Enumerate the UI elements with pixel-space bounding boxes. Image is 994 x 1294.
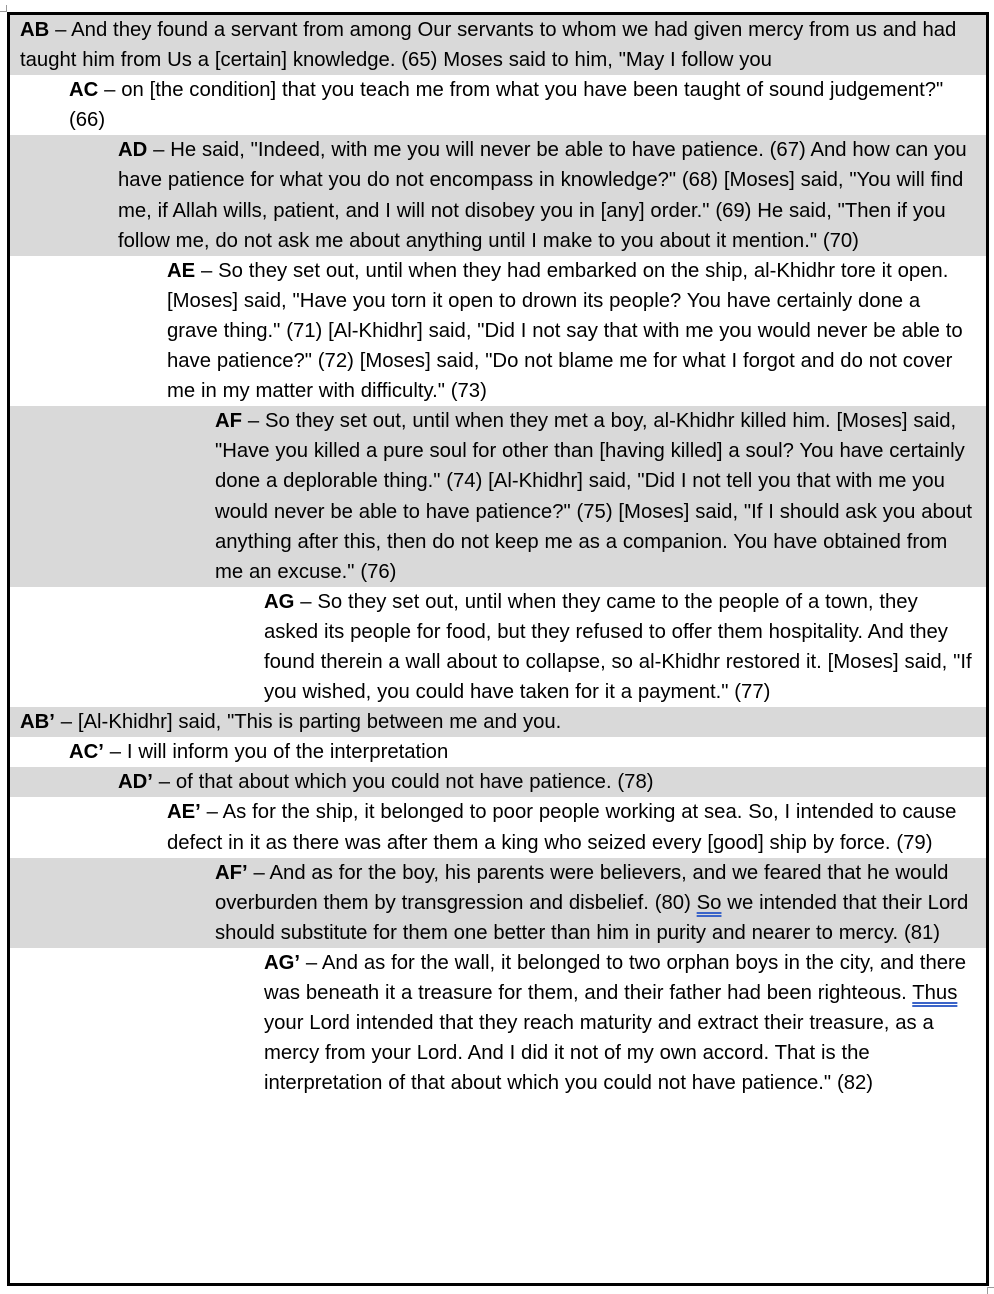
row-label: AD’ — [118, 771, 153, 794]
row-text: And they found a servant from among Our servants to whom we had given mercy from us and had taught him from Us a [certain] knowledge. (65) Moses said to him, "May I follow you — [20, 19, 957, 72]
row-text: of that about which you could not have patience. (78) — [175, 771, 654, 794]
row-separator: – — [147, 139, 171, 162]
row-text: He said, "Indeed, with me you will never be able to have patience. (67) And how can you have patience for what you do not encompass in knowledge?" (68) [Moses] said, "You will find me, if Allah wills, patient, and I will not disobey you in [any] order." (69) He said, "Then if you follow me, do not ask me about anything until I make to you about it mention." (70) — [118, 139, 967, 252]
row-ac — [10, 75, 986, 135]
row-label: AC’ — [69, 741, 104, 764]
row-separator: – — [98, 79, 122, 102]
row-separator: – — [49, 19, 72, 41]
row-text: [Al-Khidhr] said, "This is parting between me and you. — [77, 711, 562, 734]
row-separator: – — [242, 410, 265, 433]
row-af — [10, 406, 986, 587]
row-text: So they set out, until when they had embarked on the ship, al-Khidhr tore it open. [Moses] said, "Have you torn it open to drown its people? You have certainly done a grave thing." (71) [Al-Khidhr] said, "Did I not say that with me you would never be able to have patience?" (72) [Moses] said, "Do not blame me for what I forgot and do not cover me in my matter with difficulty." (73) — [167, 259, 963, 403]
row-text: on [the condition] that you teach me from what you have been taught of sound judgement?" (66) — [69, 79, 944, 132]
page-corner-mark — [0, 5, 7, 12]
row-label: AE’ — [167, 801, 201, 824]
row-text: So they set out, until when they met a boy, al-Khidhr killed him. [Moses] said, "Have you killed a pure soul for other than [having killed] a soul? You have certainly done a deplorable thing." (74) [Al-Khidhr] said, "Did I not tell you that with me you would never be able to have patience?" (75) [Moses] said, "If I should ask you about anything after this, then do not keep me as a companion. You have obtained from me an excuse." (76) — [215, 410, 972, 583]
row-label: AF’ — [215, 861, 248, 884]
row-text: I will inform you of the interpretation — [126, 741, 449, 764]
row-af-prime — [10, 858, 986, 948]
row-text: As for the ship, it belonged to poor people working at sea. So, I intended to cause defect in it as there was after them a king who seized every [good] ship by force. (79) — [167, 801, 957, 854]
row-label: AC — [69, 79, 99, 102]
row-label: AG’ — [264, 951, 301, 974]
page-corner-mark — [987, 1287, 994, 1294]
row-ag — [10, 587, 986, 707]
row-text: So they set out, until when they came to the people of a town, they asked its people for food, but they refused to offer them hospitality. And they found therein a wall about to collapse, so al-Khidhr restored it. [Moses] said, "If you wished, you could have taken for it a payment." (77) — [264, 590, 972, 704]
row-text-continued: your Lord intended that they reach maturity and extract their treasure, as a mercy from your Lord. And I did it not of my own accord. That is the interpretation of that about which you could not have patience." (82) — [264, 1012, 934, 1095]
row-text-continued: we intended that their Lord should substitute for them one better than him in purity and nearer to mercy. (81) — [215, 891, 969, 944]
chiasm-rows — [10, 15, 986, 1098]
row-separator: – — [54, 711, 78, 734]
row-label: AF — [215, 410, 243, 433]
row-separator: – — [103, 741, 127, 764]
row-separator: – — [152, 771, 176, 794]
chiasm-table — [7, 12, 989, 1286]
row-label: AD — [118, 139, 148, 162]
row-separator: – — [247, 861, 270, 884]
row-text: And as for the wall, it belonged to two orphan boys in the city, and there was beneath it a treasure for them, and their father had been righteous. — [264, 951, 967, 1004]
row-ab — [10, 15, 986, 75]
row-ae — [10, 256, 986, 406]
row-ag-prime — [10, 948, 986, 1098]
row-ae-prime — [10, 797, 986, 857]
row-label: AB’ — [20, 711, 55, 734]
row-label: AE — [167, 259, 196, 282]
row-text: And as for the boy, his parents were believers, and we feared that he would overburden them by transgression and disbelief. (80) — [215, 861, 949, 914]
row-label: AB — [20, 19, 50, 41]
row-separator: – — [195, 259, 219, 282]
spellcheck-marked-word[interactable]: Thus — [912, 982, 958, 1004]
row-separator: – — [294, 590, 318, 613]
row-ad-prime — [10, 767, 986, 797]
row-separator: – — [200, 801, 223, 824]
row-ac-prime — [10, 737, 986, 767]
row-ad — [10, 135, 986, 255]
row-ab-prime — [10, 707, 986, 737]
spellcheck-marked-word[interactable]: So — [696, 891, 722, 914]
row-separator: – — [300, 951, 322, 974]
row-label: AG — [264, 590, 295, 613]
